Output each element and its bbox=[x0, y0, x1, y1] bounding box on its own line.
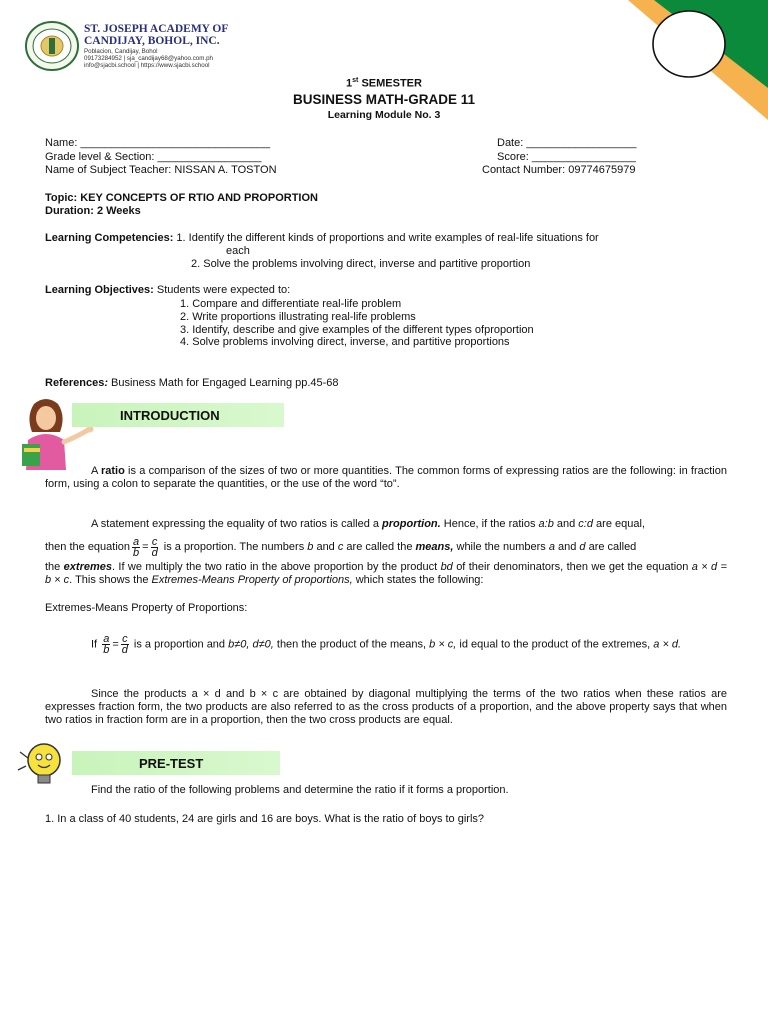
school-seal-logo bbox=[24, 20, 80, 72]
extremes-means-heading: Extremes-Means Property of Proportions: bbox=[45, 602, 248, 614]
intro-proportion-line: A statement expressing the equality of two ratios is called a proportion. Hence, if the ratios a:b and c:d are equal, bbox=[91, 518, 645, 530]
competency-2: 2. Solve the problems involving direct, inverse and partitive proportion bbox=[191, 258, 531, 270]
lightbulb-illustration bbox=[16, 740, 68, 788]
learning-competencies: Learning Competencies: 1. Identify the different kinds of proportions and write examples of real-life situations for bbox=[45, 232, 599, 244]
date-field[interactable]: Date: __________________ bbox=[497, 137, 637, 149]
score-field[interactable]: Score: _________________ bbox=[497, 151, 636, 163]
learning-objectives: Learning Objectives: Students were expected to: bbox=[45, 284, 291, 296]
pre-test-instruction: Find the ratio of the following problems and determine the ratio if it forms a proportion. bbox=[91, 784, 509, 796]
grade-section-field[interactable]: Grade level & Section: _________________ bbox=[45, 151, 262, 163]
subject-teacher: Name of Subject Teacher: NISSAN A. TOSTON bbox=[45, 164, 277, 176]
duration: Duration: 2 Weeks bbox=[45, 205, 141, 217]
competency-1-continued: each bbox=[226, 245, 250, 257]
references: References: Business Math for Engaged Learning pp.45-68 bbox=[45, 377, 339, 389]
intro-extremes-paragraph: the extremes. If we multiply the two ratio in the above proportion by the product bd of their denominators, then we get the equation a × d = b × c. This shows the Extremes-Means Property of proportions, which states the following: bbox=[45, 561, 727, 586]
fraction-c-over-d: $\frac{c}{d}$ bbox=[121, 633, 128, 656]
semester-heading: 1st SEMESTER bbox=[346, 77, 422, 90]
school-name: ST. JOSEPH ACADEMY OF CANDIJAY, BOHOL, INC. bbox=[84, 23, 229, 47]
objective-item: 3. Identify, describe and give examples of the different types ofproportion bbox=[180, 324, 534, 336]
intro-equation-line: then the equation $\frac{a}{b}$ = $\frac{c}{d}$ is a proportion. The numbers b and c are called the means, while the numbers a and d are called bbox=[45, 535, 637, 559]
objective-item: 2. Write proportions illustrating real-life problems bbox=[180, 311, 416, 323]
school-contact-lines: Poblacion, Candijay, Bohol 09173284952 | sja_candijay68@yahoo.com.ph info@sjacbi.school | https://www.sjacbi.school bbox=[84, 48, 213, 69]
introduction-band: INTRODUCTION bbox=[72, 403, 284, 427]
fraction-a-over-b: $\frac{a}{b}$ bbox=[103, 633, 110, 656]
objective-item: 1. Compare and differentiate real-life problem bbox=[180, 298, 402, 310]
extremes-means-statement: If $\frac{a}{b}$ = $\frac{c}{d}$ is a proportion and b≠0, d≠0, then the product of the means, b × c, id equal to the product of the extremes, a × d. bbox=[91, 633, 682, 656]
topic: Topic: KEY CONCEPTS OF RTIO AND PROPORTION bbox=[45, 192, 318, 204]
contact-number: Contact Number: 09774675979 bbox=[482, 164, 636, 176]
intro-ratio-paragraph: A ratio is a comparison of the sizes of two or more quantities. The common forms of expressing ratios are the following: in fraction form, using a colon to separate the quantities, or the use of the word “to”. bbox=[45, 465, 727, 490]
objective-item: 4. Solve problems involving direct, inverse, and partitive proportions bbox=[180, 336, 510, 348]
cross-products-paragraph: Since the products a × d and b × c are obtained by diagonal multiplying the terms of the two ratios when these ratios are expresses fraction form, the two products are also referred to as the cross products of a proportion, and the above property says that when two ratios in fraction form are in a proportion, then the two cross products are equal. bbox=[45, 688, 727, 726]
fraction-c-over-d: $\frac{c}{d}$ bbox=[151, 535, 158, 559]
fraction-a-over-b: $\frac{a}{b}$ bbox=[133, 535, 140, 559]
name-field[interactable]: Name: _______________________________ bbox=[45, 137, 271, 149]
module-number: Learning Module No. 3 bbox=[327, 109, 441, 121]
page-title: BUSINESS MATH-GRADE 11 bbox=[292, 92, 476, 107]
pre-test-band: PRE-TEST bbox=[72, 751, 280, 775]
pre-test-question-1: 1. In a class of 40 students, 24 are girls and 16 are boys. What is the ratio of boys to girls? bbox=[45, 813, 485, 825]
